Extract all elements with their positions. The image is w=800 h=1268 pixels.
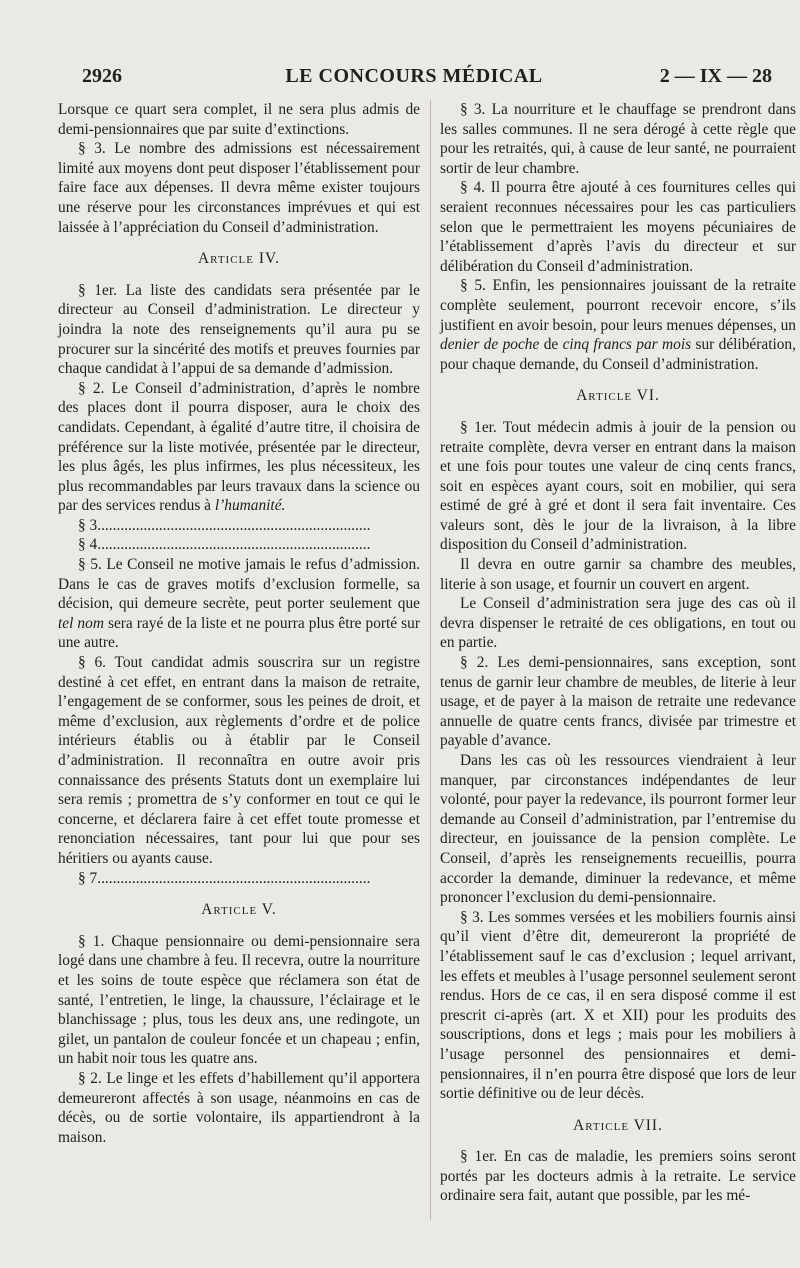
paragraph-text: sur délibération, pour chaque demande, du Conseil d’administration. (440, 336, 796, 373)
paragraph: § 1er. En cas de maladie, les premiers soins seront portés par les docteurs admis à la retraite. Le service ordinaire sera fait, autant que possible, par les mé- (440, 1148, 796, 1205)
emphasis: denier de poche (440, 336, 540, 354)
paragraph-text: § 2. Le Conseil d’administration, d’après le nombre des places dont il pourra disposer, aura le choix des candidats. Cependant, à égalité d’autre titre, il choisira de préférence sur la liste motivée, présentée par le directeur, les plus âgés, les plus infirmes, les plus nécessiteux, les plus recommandables par leurs travaux dans la science ou par des services rendus à (58, 379, 420, 515)
paragraph: § 1er. La liste des candidats sera présentée par le directeur au Conseil d’administration. Le directeur y joindra la note des renseignements qu’il aura pu se procurer sur la sincérité des motifs et preuves fournies par chaque candidat à l’appui de sa demande d’admission. (58, 281, 420, 378)
article-heading: Article VI. (576, 387, 660, 405)
paragraph: Le Conseil d’administration sera juge des cas où il devra dispenser le retraité de ces obligations, en tout ou en partie. (440, 595, 796, 652)
paragraph: § 4. Il pourra être ajouté à ces fournitures celles qui seraient reconnues nécessaires pour les cas particuliers selon que le permettraient les moyens pécuniaires de l’établissement d’après l’avis du directeur et sur délibération du Conseil d’administration. (440, 179, 796, 275)
article-heading: Article V. (201, 901, 277, 919)
paragraph: § 2. Les demi-pensionnaires, sans exception, sont tenus de garnir leur chambre de meubles, de literie à leur usage, et de payer à la maison de retraite une redevance annuelle de quatre cents francs, divisée par trimestre et payable d’avance. (440, 654, 796, 750)
paragraph: Il devra en outre garnir sa chambre des meubles, literie à son usage, et fournir un couvert en argent. (440, 556, 796, 593)
paragraph-text: § 5. Enfin, les pensionnaires jouissant de la retraite complète seulement, pourront recevoir encore, s’ils justifient en avoir besoin, pour leurs menues dépenses, un (440, 277, 796, 334)
paragraph: § 3. Le nombre des admissions est nécessairement limité aux moyens dont peut disposer l’établissement pour faire face aux dépenses. Il devra même exister toujours une réserve pour les circonstances imprévues et qui est laissée à l’appréciation du Conseil d’administration. (58, 140, 420, 236)
paragraph-text: sera rayé de la liste et ne pourra plus être porté sur une autre. (58, 614, 420, 652)
paragraph-text: § 5. Le Conseil ne motive jamais le refus d’admission. Dans le cas de graves motifs d’exclusion formelle, sa décision, qui demeure secrète, peut porter seulement que (58, 556, 420, 613)
paragraph: § 3. La nourriture et le chauffage se prendront dans les salles communes. Il ne sera dérogé à cette règle que pour les retraités, qui, à cause de leur santé, ne pourraient sortir de leur chambre. (440, 101, 796, 177)
paragraph: § 1. Chaque pensionnaire ou demi-pensionnaire sera logé dans une chambre à feu. Il recevra, outre la nourriture et les soins de toute espèce que réclamera son état de santé, l’entretien, le linge, la chaussure, l’éclairage et le blanchissage ; plus, tous les deux ans, une redingote, un gilet, un pantalon de couleur foncée et un chapeau ; enfin, un habit noir tous les quatre ans. (58, 932, 420, 1068)
paragraph: § 3. Les sommes versées et les mobiliers fournis ainsi qu’il vient d’être dit, demeureront la propriété de l’établissement sauf le cas d’exclusion ; lequel arrivant, les effets et meubles à l’usage personnel seulement seront rendus. Hors de ce cas, il en sera disposé comme il est prescrit ci-après (art. X et XII) pour les produits des souscriptions, dons et legs ; mais pour les mobiliers à l’usage personnel des pensionnaires et demi-pensionnaires, il n’en pourra être disposé que lors de leur sortie définitive ou de leur décès. (440, 908, 796, 1103)
elided-paragraph: § 4....................................................................... (78, 536, 371, 554)
column-divider (430, 100, 431, 1220)
paragraph: § 1er. Tout médecin admis à jouir de la pension ou retraite complète, devra verser en entrant dans la maison et une fois pour toutes une valeur de cinq cents francs, soit en espèces ayant cours, soit en mobilier, qui sera estimé de gré à gré et dont il sera fait inventaire. Ces valeurs sont, dès le jour de la livraison, à la libre disposition du Conseil d’administration. (440, 418, 796, 554)
paragraph: § 2. Le linge et les effets d’habillement qu’il apportera demeureront affectés à son usage, néanmoins en cas de décès, ou de sortie volontaire, ils appartiendront à la maison. (58, 1069, 420, 1146)
emphasis: tel nom (58, 614, 104, 632)
paragraph: Lorsque ce quart sera complet, il ne sera plus admis de demi-pensionnaires que par suite d’extinctions. (58, 101, 420, 138)
article-heading: Article IV. (198, 250, 280, 268)
right-column (440, 100, 796, 1206)
paragraph (440, 276, 796, 374)
article-heading: Article VII. (573, 1116, 663, 1134)
paragraph: § 6. Tout candidat admis souscrira sur un registre destiné à cet effet, en entrant dans la maison de retraite, l’engagement de se conformer, sous les peines de droit, et même d’exclusion, aux règlements d’ordre et de police intérieurs établis ou à établir par le Conseil d’administration. Il reconnaîtra en outre avoir pris connaissance des présents Statuts dont un exemplaire lui sera remis ; promettra de s’y conformer en tout ce qui le concerne, et déclarera faire à cet effet toute promesse et renonciation nécessaires, tant pour lui que pour ses héritiers ou ayants cause. (58, 654, 420, 867)
page-header (56, 62, 772, 90)
paragraph (58, 555, 420, 653)
left-column (58, 100, 420, 1147)
page-number: 2926 (82, 65, 122, 87)
journal-title: LE CONCOURS MÉDICAL (285, 65, 543, 87)
emphasis: cinq francs par mois (562, 336, 692, 354)
paragraph: Dans les cas où les ressources viendraient à leur manquer, par circonstances indépendantes de leur volonté, pour payer la redevance, ils pourront former leur demande au Conseil d’administration, par l’entremise du directeur, en jouissance de la pension complète. Le Conseil, d’après les renseignements recueillis, pourra accorder la demande, diminuer la redevance, et même prononcer l’exclusion du demi-pensionnaire. (440, 752, 796, 907)
emphasis: l’humanité. (214, 497, 286, 515)
paragraph-text: de (539, 336, 563, 354)
elided-paragraph: § 3....................................................................... (78, 516, 371, 534)
issue-date: 2 — IX — 28 (659, 65, 772, 87)
paragraph (58, 379, 420, 516)
elided-paragraph: § 7....................................................................... (78, 869, 371, 887)
